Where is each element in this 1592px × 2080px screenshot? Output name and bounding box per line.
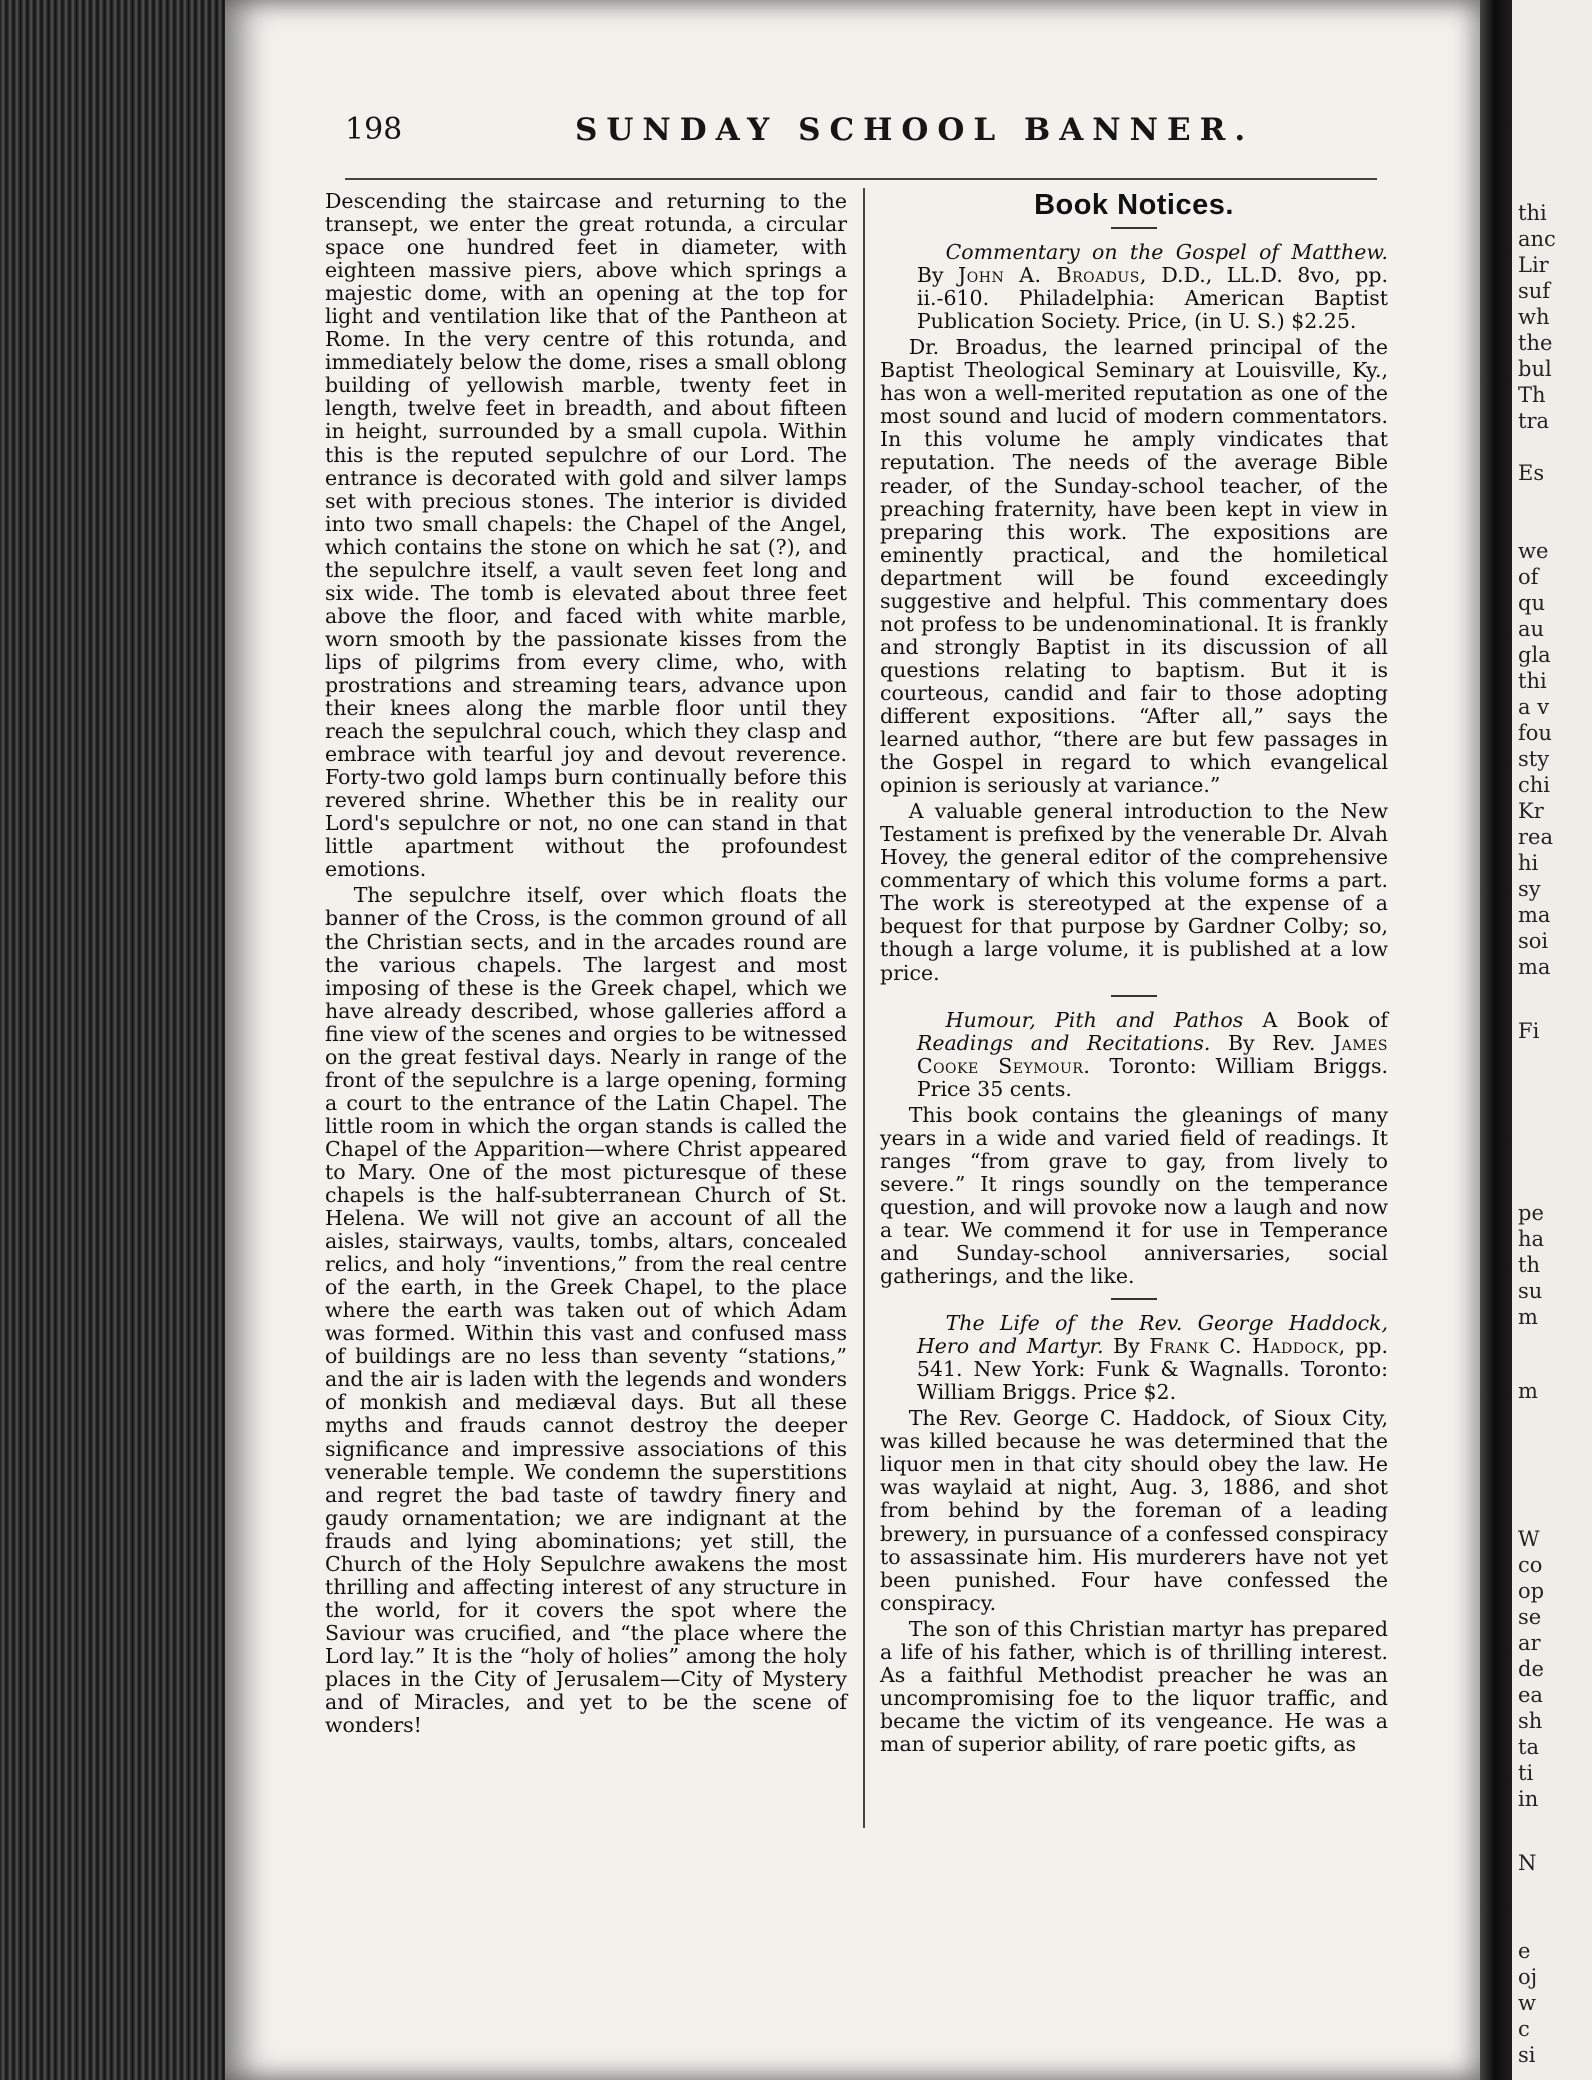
facing-page-fragment: thi bbox=[1518, 201, 1547, 225]
facing-page-fragment: m bbox=[1518, 1379, 1538, 1403]
facing-page-fragment: anc bbox=[1518, 227, 1556, 251]
entry-1-author: John A. Broadus, bbox=[958, 263, 1147, 288]
facing-page-fragment: pe bbox=[1518, 1201, 1544, 1225]
entry-1-title: Commentary on the Gospel of Matthew. bbox=[945, 240, 1388, 265]
facing-page-fragment: soi bbox=[1518, 929, 1549, 953]
facing-page-fragment: th bbox=[1518, 1253, 1540, 1277]
facing-page-fragment: sy bbox=[1518, 877, 1541, 901]
facing-page-fragment: op bbox=[1518, 1579, 1545, 1603]
entry-1-paragraph-1: Dr. Broadus, the learned principal of the Baptist Theological Seminary at Louisville, Ky., has won a well-merited reputation as one of the most sound and lucid of modern commentators. In this volume he amply vindicates that reputation. The needs of the average Bible reader, of the Sunday-school teacher, of the preaching fraternity, have been kept in view in preparing this work. The expositions are eminently practical, and the homiletical department will be found exceedingly suggestive and helpful. This commentary does not profess to be undenominational. It is frankly and strongly Baptist in its discussion of all questions relating to baptism. But it is courteous, candid and fair to those adopting different expositions. “After all,” says the learned author, “there are but few passages in the Gospel in regard to which evangelical opinion is seriously at variance.” bbox=[880, 335, 1388, 798]
facing-page-fragment: hi bbox=[1518, 851, 1539, 875]
facing-page-fragment: Fi bbox=[1518, 1019, 1540, 1043]
entry-1-heading bbox=[880, 241, 1388, 333]
facing-page-fragment: si bbox=[1518, 2043, 1536, 2067]
facing-page-fragment: thi bbox=[1518, 669, 1547, 693]
facing-page-fragment: au bbox=[1518, 617, 1545, 641]
article-paragraph-1: Descending the staircase and returning to the transept, we enter the great rotunda, a circular space one hundred feet in diameter, with eighteen massive piers, above which springs a majestic dome, with an opening at the top for light and ventilation like that of the Pantheon at Rome. In the very centre of this rotunda, and immediately below the dome, rises a small oblong building of yellowish marble, twenty feet in length, twelve feet in breadth, and about fifteen in height, surrounded by a small cupola. Within this is the reputed sepulchre of our Lord. The entrance is decorated with gold and silver lamps set with precious stones. The interior is divided into two small chapels: the Chapel of the Angel, which contains the stone on which he sat (?), and the sepulchre itself, a vault seven feet long and six wide. The tomb is elevated about three feet above the floor, and faced with white marble, worn smooth by the passionate kisses from the lips of pilgrims from every clime, who, with prostrations and streaming tears, advance upon their knees along the marble floor until they reach the sepulchral couch, which they clasp and embrace with tearful joy and devout reverence. Forty-two gold lamps burn continually before this revered shrine. Whether this be in reality our Lord's sepulchre or not, no one can stand in that little apartment without the profoundest emotions. bbox=[325, 189, 847, 882]
entry-3-author: Frank C. Haddock, bbox=[1149, 1334, 1346, 1359]
facing-page-fragment: bul bbox=[1518, 357, 1552, 381]
facing-page-fragment: w bbox=[1518, 1991, 1536, 2015]
entry-2-paragraph-1: This book contains the gleanings of many years in a wide and varied field of readings. It ranges “from grave to gay, from lively to severe.” It rings soundly on the temperance question, and will provoke now a laugh and now a tear. We commend it for use in Temperance and Sunday-school anniversaries, social gatherings, and the like. bbox=[880, 1102, 1388, 1289]
section-title: Book Notices. bbox=[1034, 189, 1234, 221]
facing-page-fragment: sh bbox=[1518, 1709, 1543, 1733]
facing-page-fragment: e bbox=[1518, 1939, 1531, 1963]
entry-2-heading bbox=[880, 1009, 1388, 1101]
facing-page-fragment: gla bbox=[1518, 643, 1551, 667]
entry-3-paragraph-2: The son of this Christian martyr has prepared a life of his father, which is of thrilling interest. As a faithful Methodist preacher he was an uncompromising foe to the liquor traffic, and became the victim of its vengeance. He was a man of superior ability, of rare poetic gifts, as bbox=[880, 1616, 1388, 1756]
facing-page-fragment: ea bbox=[1518, 1683, 1543, 1707]
facing-page-fragment: the bbox=[1518, 331, 1553, 355]
facing-page-fragment: ta bbox=[1518, 1735, 1539, 1759]
entry-3-heading bbox=[880, 1312, 1388, 1404]
facing-page-fragment: ha bbox=[1518, 1227, 1545, 1251]
entry-2-subtitle: Readings and Recitations. bbox=[916, 1030, 1211, 1055]
facing-page-fragment: in bbox=[1518, 1787, 1539, 1811]
entry-1-by: By bbox=[916, 263, 944, 288]
facing-page-fragment: Kr bbox=[1518, 799, 1544, 823]
facing-page-fragment: qu bbox=[1518, 591, 1545, 615]
page-header bbox=[345, 108, 1375, 158]
facing-page-fragment: de bbox=[1518, 1657, 1544, 1681]
entry-divider-1 bbox=[1111, 995, 1157, 997]
right-column bbox=[880, 190, 1388, 1756]
facing-page-edge bbox=[1512, 0, 1592, 2080]
facing-page-fragment: oj bbox=[1518, 1965, 1538, 1989]
entry-divider-2 bbox=[1111, 1298, 1157, 1300]
facing-page-fragment: Lir bbox=[1518, 253, 1549, 277]
facing-page-fragment: ma bbox=[1518, 955, 1551, 979]
facing-page-fragment: ar bbox=[1518, 1631, 1541, 1655]
facing-page-fragment: ti bbox=[1518, 1761, 1534, 1785]
book-gutter-shadow bbox=[1480, 0, 1512, 2080]
header-rule bbox=[345, 178, 1377, 180]
entry-3-paragraph-1: The Rev. George C. Haddock, of Sioux City, was killed because he was determined that the liquor men in that city should obey the law. He was waylaid at night, Aug. 3, 1886, and shot from behind by the foreman of a leading brewery, in pursuance of a confessed conspiracy to assassinate him. His murderers have not yet been punished. Four have confessed the conspiracy. bbox=[880, 1406, 1388, 1615]
entry-3-details: pp. 541. New York: Funk & Wagnalls. Toronto: William Briggs. Price $2. bbox=[916, 1334, 1388, 1405]
facing-page-fragment: c bbox=[1518, 2017, 1530, 2041]
facing-page-fragment: rea bbox=[1518, 825, 1553, 849]
entry-1-details: D.D., LL.D. 8vo, pp. ii.-610. Philadelphia: American Baptist Publication Society. Price, (in U. S.) $2.25. bbox=[916, 263, 1388, 334]
entry-3-by: By bbox=[1113, 1334, 1140, 1359]
section-rule bbox=[1111, 227, 1157, 229]
column-divider bbox=[863, 188, 865, 1828]
entry-2-details: Toronto: William Briggs. Price 35 cents. bbox=[916, 1053, 1388, 1101]
facing-page-fragment: fou bbox=[1518, 721, 1552, 745]
facing-page-fragment: ma bbox=[1518, 903, 1551, 927]
page-number: 198 bbox=[345, 112, 403, 147]
running-title: SUNDAY SCHOOL BANNER. bbox=[575, 112, 1255, 148]
entry-2-title: Humour, Pith and Pathos bbox=[945, 1007, 1244, 1032]
entry-3-title: The Life of the Rev. George Haddock, Hero and Martyr. bbox=[916, 1311, 1388, 1359]
facing-page-fragment: suf bbox=[1518, 279, 1551, 303]
facing-page-fragment: Es bbox=[1518, 461, 1545, 485]
entry-2-subtitle-prefix: A Book of bbox=[1262, 1007, 1388, 1032]
facing-page-fragment: of bbox=[1518, 565, 1539, 589]
facing-page-fragment: wh bbox=[1518, 305, 1550, 329]
left-column bbox=[325, 190, 847, 1737]
facing-page-fragment: Th bbox=[1518, 383, 1546, 407]
book-binding-edge bbox=[0, 0, 235, 2080]
facing-page-fragment: co bbox=[1518, 1553, 1543, 1577]
facing-page-fragment: W bbox=[1518, 1527, 1540, 1551]
facing-page-fragment: se bbox=[1518, 1605, 1542, 1629]
facing-page-fragment: sty bbox=[1518, 747, 1550, 771]
entry-1-paragraph-2: A valuable general introduction to the New Testament is prefixed by the venerable Dr. Alvah Hovey, the general editor of the comprehensive commentary of which this volume forms a part. The work is stereotyped at the expense of a bequest for that purpose by Gardner Colby; so, though a large volume, it is published at a low price. bbox=[880, 799, 1388, 985]
facing-page-fragment: we bbox=[1518, 539, 1549, 563]
facing-page-fragment: chi bbox=[1518, 773, 1551, 797]
facing-page-fragment: a v bbox=[1518, 695, 1550, 719]
facing-page-fragment: N bbox=[1518, 1851, 1537, 1875]
facing-page-fragment: su bbox=[1518, 1279, 1543, 1303]
facing-page-fragment: tra bbox=[1518, 409, 1549, 433]
article-paragraph-2: The sepulchre itself, over which floats the banner of the Cross, is the common ground of all the Christian sects, and in the arcades round are the various chapels. The largest and most imposing of these is the Greek chapel, which we have already described, whose galleries afford a fine view of the scenes and orgies to be witnessed on the great festival days. Nearly in range of the front of the sepulchre is a large opening, forming a court to the entrance of the Latin Chapel. The little room in which the organ stands is called the Chapel of the Apparition—where Christ appeared to Mary. One of the most picturesque of these chapels is the half-subterranean Church of St. Helena. We will not give an account of all the aisles, stairways, vaults, tombs, altars, concealed relics, and holy “inventions,” from the real centre of the earth, in the Greek Chapel, to the place where the earth was taken out of which Adam was formed. Within this vast and confused mass of buildings are no less than seventy “stations,” and the air is laden with the legends and wonders of monkish and mediæval days. But all these myths and frauds cannot destroy the deeper significance and impressive associations of this venerable temple. We condemn the superstitions and regret the bad taste of tawdry finery and gaudy ornamentation; we are indignant at the frauds and lying abominations; yet still, the Church of the Holy Sepulchre awakens the most thrilling and affecting interest of any structure in the world, for it covers the spot where the Saviour was crucified, and “the place where the Lord lay.” It is the “holy of holies” among the holy places in the City of Jerusalem—City of Mystery and of Miracles, and yet to be the scene of wonders! bbox=[325, 883, 847, 1738]
entry-2-author: James Cooke Seymour. bbox=[916, 1030, 1388, 1078]
facing-page-fragment: m bbox=[1518, 1305, 1538, 1329]
entry-2-by: By Rev. bbox=[1227, 1030, 1316, 1055]
